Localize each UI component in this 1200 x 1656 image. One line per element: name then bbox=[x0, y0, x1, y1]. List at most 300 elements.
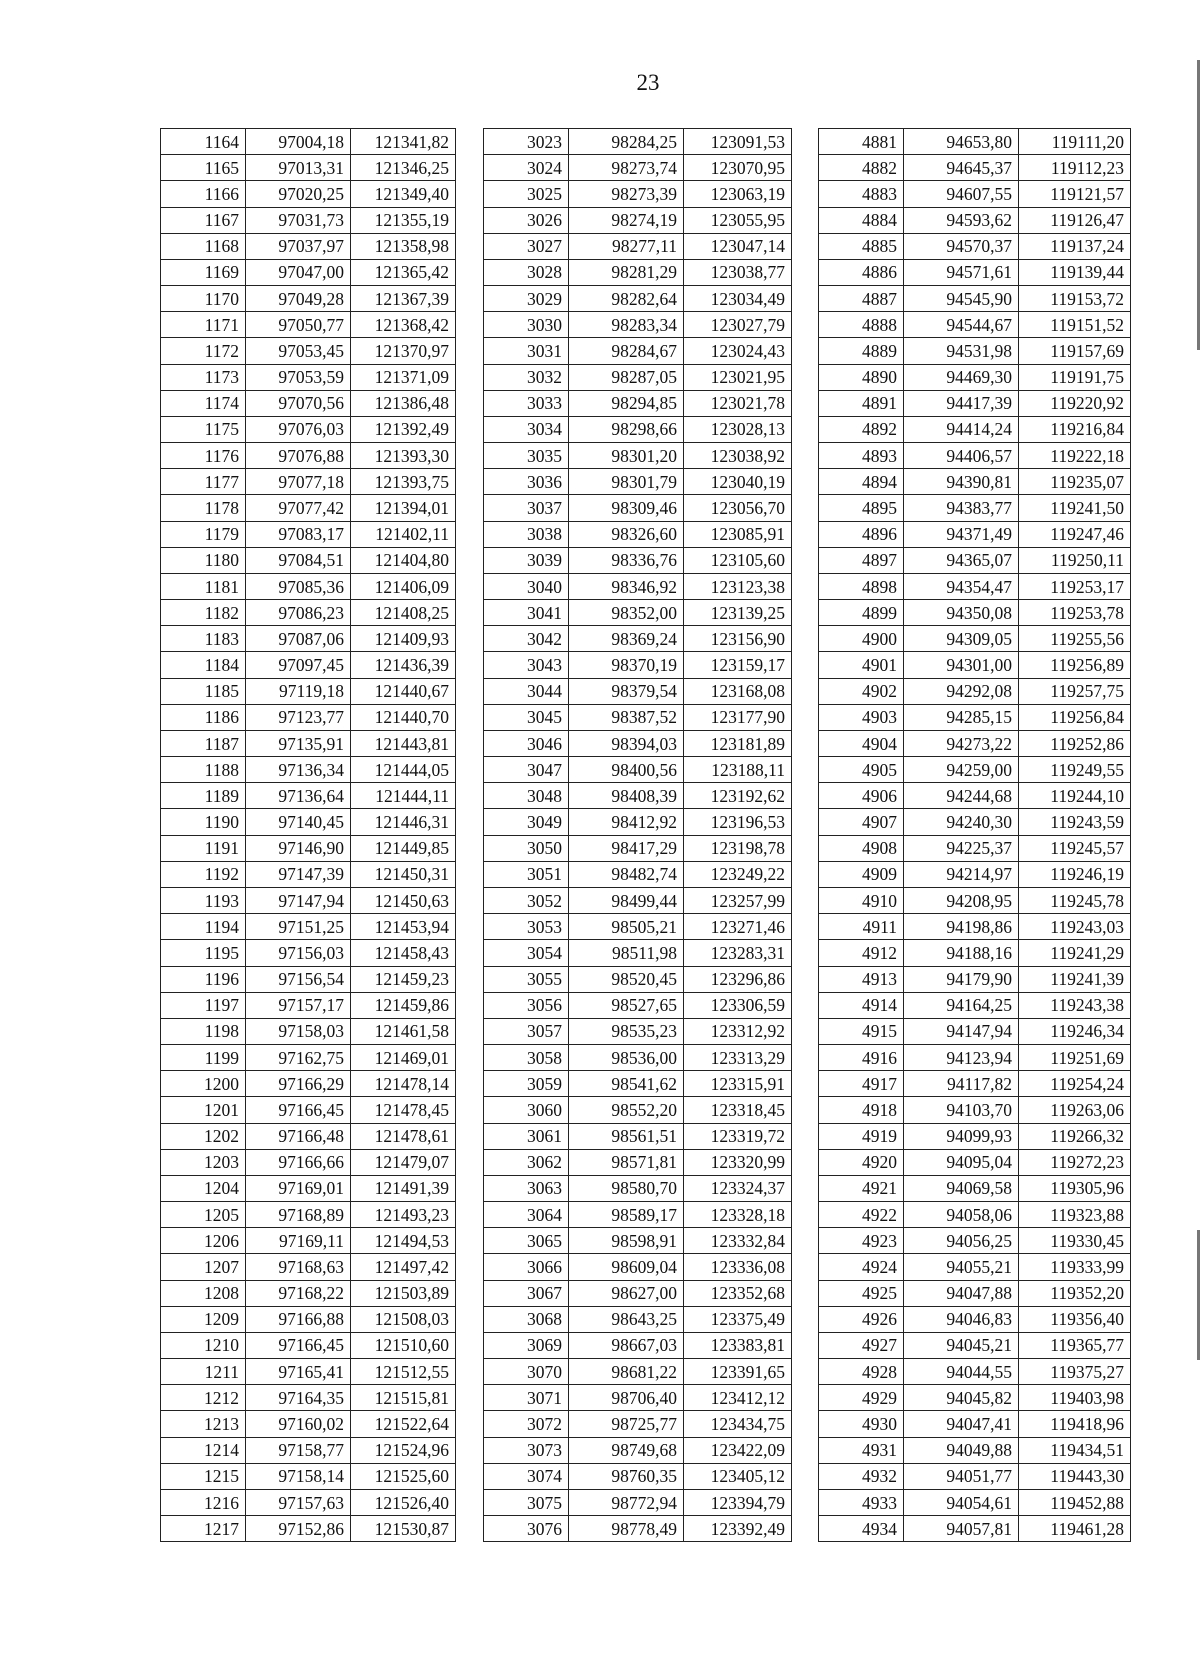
point-number-cell: 3026 bbox=[484, 207, 569, 233]
table-row bbox=[484, 338, 792, 364]
y-coordinate-cell: 123034,49 bbox=[684, 286, 792, 312]
y-coordinate-cell: 121450,31 bbox=[351, 861, 456, 887]
point-number-cell: 1202 bbox=[161, 1123, 246, 1149]
y-coordinate-cell: 119249,55 bbox=[1019, 757, 1131, 783]
table-row bbox=[161, 1411, 456, 1437]
x-coordinate-cell: 97156,54 bbox=[246, 966, 351, 992]
point-number-cell: 4882 bbox=[819, 155, 904, 181]
x-coordinate-cell: 98643,25 bbox=[569, 1306, 684, 1332]
point-number-cell: 4915 bbox=[819, 1018, 904, 1044]
x-coordinate-cell: 98505,21 bbox=[569, 914, 684, 940]
y-coordinate-cell: 123085,91 bbox=[684, 521, 792, 547]
x-coordinate-cell: 97047,00 bbox=[246, 259, 351, 285]
y-coordinate-cell: 119255,56 bbox=[1019, 626, 1131, 652]
table-row bbox=[819, 1254, 1131, 1280]
point-number-cell: 1167 bbox=[161, 207, 246, 233]
point-number-cell: 3059 bbox=[484, 1071, 569, 1097]
table-row bbox=[819, 1071, 1131, 1097]
x-coordinate-cell: 98294,85 bbox=[569, 390, 684, 416]
x-coordinate-cell: 94273,22 bbox=[904, 730, 1019, 756]
table-row bbox=[161, 1516, 456, 1542]
x-coordinate-cell: 97136,34 bbox=[246, 757, 351, 783]
x-coordinate-cell: 94198,86 bbox=[904, 914, 1019, 940]
table-row bbox=[161, 259, 456, 285]
x-coordinate-cell: 97123,77 bbox=[246, 704, 351, 730]
y-coordinate-cell: 123313,29 bbox=[684, 1045, 792, 1071]
x-coordinate-cell: 94099,93 bbox=[904, 1123, 1019, 1149]
x-coordinate-cell: 98287,05 bbox=[569, 364, 684, 390]
point-number-cell: 1185 bbox=[161, 678, 246, 704]
x-coordinate-cell: 98309,46 bbox=[569, 495, 684, 521]
y-coordinate-cell: 119243,59 bbox=[1019, 809, 1131, 835]
y-coordinate-cell: 119126,47 bbox=[1019, 207, 1131, 233]
x-coordinate-cell: 94123,94 bbox=[904, 1045, 1019, 1071]
x-coordinate-cell: 94208,95 bbox=[904, 887, 1019, 913]
table-row bbox=[161, 1254, 456, 1280]
y-coordinate-cell: 121393,30 bbox=[351, 443, 456, 469]
y-coordinate-cell: 123422,09 bbox=[684, 1437, 792, 1463]
table-row bbox=[819, 1437, 1131, 1463]
table-row bbox=[161, 1463, 456, 1489]
table-row bbox=[484, 469, 792, 495]
x-coordinate-cell: 98370,19 bbox=[569, 652, 684, 678]
table-row bbox=[161, 286, 456, 312]
point-number-cell: 1179 bbox=[161, 521, 246, 547]
point-number-cell: 3063 bbox=[484, 1175, 569, 1201]
x-coordinate-cell: 97076,88 bbox=[246, 443, 351, 469]
table-row bbox=[161, 1202, 456, 1228]
table-row bbox=[484, 678, 792, 704]
y-coordinate-cell: 121453,94 bbox=[351, 914, 456, 940]
point-number-cell: 4912 bbox=[819, 940, 904, 966]
point-number-cell: 1166 bbox=[161, 181, 246, 207]
point-number-cell: 1195 bbox=[161, 940, 246, 966]
point-number-cell: 3039 bbox=[484, 547, 569, 573]
y-coordinate-cell: 123328,18 bbox=[684, 1202, 792, 1228]
point-number-cell: 3029 bbox=[484, 286, 569, 312]
point-number-cell: 1189 bbox=[161, 783, 246, 809]
x-coordinate-cell: 94057,81 bbox=[904, 1516, 1019, 1542]
point-number-cell: 1164 bbox=[161, 129, 246, 155]
point-number-cell: 3072 bbox=[484, 1411, 569, 1437]
table-row bbox=[819, 1045, 1131, 1071]
x-coordinate-cell: 97077,18 bbox=[246, 469, 351, 495]
x-coordinate-cell: 97070,56 bbox=[246, 390, 351, 416]
table-row bbox=[484, 757, 792, 783]
point-number-cell: 4883 bbox=[819, 181, 904, 207]
x-coordinate-cell: 97031,73 bbox=[246, 207, 351, 233]
point-number-cell: 1213 bbox=[161, 1411, 246, 1437]
y-coordinate-cell: 121461,58 bbox=[351, 1018, 456, 1044]
table-row bbox=[161, 887, 456, 913]
table-row bbox=[161, 1228, 456, 1254]
y-coordinate-cell: 121365,42 bbox=[351, 259, 456, 285]
table-row bbox=[161, 835, 456, 861]
y-coordinate-cell: 119216,84 bbox=[1019, 416, 1131, 442]
point-number-cell: 3053 bbox=[484, 914, 569, 940]
y-coordinate-cell: 123177,90 bbox=[684, 704, 792, 730]
point-number-cell: 1205 bbox=[161, 1202, 246, 1228]
y-coordinate-cell: 121406,09 bbox=[351, 573, 456, 599]
y-coordinate-cell: 119111,20 bbox=[1019, 129, 1131, 155]
x-coordinate-cell: 97119,18 bbox=[246, 678, 351, 704]
point-number-cell: 3068 bbox=[484, 1306, 569, 1332]
y-coordinate-cell: 121508,03 bbox=[351, 1306, 456, 1332]
x-coordinate-cell: 94056,25 bbox=[904, 1228, 1019, 1254]
y-coordinate-cell: 123283,31 bbox=[684, 940, 792, 966]
y-coordinate-cell: 123159,17 bbox=[684, 652, 792, 678]
x-coordinate-cell: 97168,63 bbox=[246, 1254, 351, 1280]
table-row bbox=[819, 364, 1131, 390]
y-coordinate-cell: 119253,17 bbox=[1019, 573, 1131, 599]
table-row bbox=[484, 626, 792, 652]
y-coordinate-cell: 119443,30 bbox=[1019, 1463, 1131, 1489]
point-number-cell: 1187 bbox=[161, 730, 246, 756]
point-number-cell: 4914 bbox=[819, 992, 904, 1018]
point-number-cell: 4911 bbox=[819, 914, 904, 940]
table-row bbox=[484, 547, 792, 573]
point-number-cell: 1177 bbox=[161, 469, 246, 495]
y-coordinate-cell: 123024,43 bbox=[684, 338, 792, 364]
table-row bbox=[819, 783, 1131, 809]
point-number-cell: 3058 bbox=[484, 1045, 569, 1071]
table-row bbox=[819, 1489, 1131, 1515]
x-coordinate-cell: 94653,80 bbox=[904, 129, 1019, 155]
point-number-cell: 4892 bbox=[819, 416, 904, 442]
x-coordinate-cell: 98273,74 bbox=[569, 155, 684, 181]
table-row bbox=[484, 704, 792, 730]
y-coordinate-cell: 119245,57 bbox=[1019, 835, 1131, 861]
table-row bbox=[161, 730, 456, 756]
point-number-cell: 1203 bbox=[161, 1149, 246, 1175]
point-number-cell: 4913 bbox=[819, 966, 904, 992]
y-coordinate-cell: 119272,23 bbox=[1019, 1149, 1131, 1175]
x-coordinate-cell: 94054,61 bbox=[904, 1489, 1019, 1515]
table-body bbox=[819, 129, 1131, 1542]
y-coordinate-cell: 123056,70 bbox=[684, 495, 792, 521]
table-row bbox=[161, 1385, 456, 1411]
x-coordinate-cell: 97097,45 bbox=[246, 652, 351, 678]
x-coordinate-cell: 94406,57 bbox=[904, 443, 1019, 469]
point-number-cell: 3030 bbox=[484, 312, 569, 338]
table-row bbox=[484, 1071, 792, 1097]
x-coordinate-cell: 94531,98 bbox=[904, 338, 1019, 364]
point-number-cell: 4896 bbox=[819, 521, 904, 547]
y-coordinate-cell: 121355,19 bbox=[351, 207, 456, 233]
table-row bbox=[819, 1175, 1131, 1201]
table-row bbox=[161, 207, 456, 233]
table-row bbox=[819, 338, 1131, 364]
x-coordinate-cell: 98667,03 bbox=[569, 1332, 684, 1358]
x-coordinate-cell: 97158,14 bbox=[246, 1463, 351, 1489]
y-coordinate-cell: 121525,60 bbox=[351, 1463, 456, 1489]
table-row bbox=[819, 887, 1131, 913]
point-number-cell: 4900 bbox=[819, 626, 904, 652]
y-coordinate-cell: 123318,45 bbox=[684, 1097, 792, 1123]
point-number-cell: 1196 bbox=[161, 966, 246, 992]
y-coordinate-cell: 119241,39 bbox=[1019, 966, 1131, 992]
y-coordinate-cell: 119365,77 bbox=[1019, 1332, 1131, 1358]
y-coordinate-cell: 123105,60 bbox=[684, 547, 792, 573]
x-coordinate-cell: 94044,55 bbox=[904, 1359, 1019, 1385]
table-row bbox=[161, 1280, 456, 1306]
table-row bbox=[484, 652, 792, 678]
x-coordinate-cell: 94285,15 bbox=[904, 704, 1019, 730]
y-coordinate-cell: 121524,96 bbox=[351, 1437, 456, 1463]
x-coordinate-cell: 97147,94 bbox=[246, 887, 351, 913]
point-number-cell: 3023 bbox=[484, 129, 569, 155]
table-row bbox=[161, 416, 456, 442]
table-row bbox=[484, 1385, 792, 1411]
point-number-cell: 3076 bbox=[484, 1516, 569, 1542]
point-number-cell: 1193 bbox=[161, 887, 246, 913]
table-row bbox=[161, 626, 456, 652]
y-coordinate-cell: 119254,24 bbox=[1019, 1071, 1131, 1097]
point-number-cell: 1184 bbox=[161, 652, 246, 678]
point-number-cell: 3025 bbox=[484, 181, 569, 207]
point-number-cell: 4906 bbox=[819, 783, 904, 809]
table-row bbox=[484, 573, 792, 599]
point-number-cell: 4888 bbox=[819, 312, 904, 338]
table-row bbox=[161, 1071, 456, 1097]
table-row bbox=[484, 992, 792, 1018]
table-row bbox=[819, 469, 1131, 495]
x-coordinate-cell: 98760,35 bbox=[569, 1463, 684, 1489]
y-coordinate-cell: 123027,79 bbox=[684, 312, 792, 338]
point-number-cell: 3033 bbox=[484, 390, 569, 416]
table-row bbox=[161, 940, 456, 966]
table-row bbox=[484, 1411, 792, 1437]
point-number-cell: 3061 bbox=[484, 1123, 569, 1149]
table-row bbox=[819, 443, 1131, 469]
table-row bbox=[161, 1437, 456, 1463]
point-number-cell: 4887 bbox=[819, 286, 904, 312]
table-row bbox=[819, 678, 1131, 704]
y-coordinate-cell: 121494,53 bbox=[351, 1228, 456, 1254]
point-number-cell: 3027 bbox=[484, 233, 569, 259]
point-number-cell: 3034 bbox=[484, 416, 569, 442]
table-row bbox=[161, 1359, 456, 1385]
point-number-cell: 3037 bbox=[484, 495, 569, 521]
point-number-cell: 3035 bbox=[484, 443, 569, 469]
x-coordinate-cell: 97140,45 bbox=[246, 809, 351, 835]
point-number-cell: 3049 bbox=[484, 809, 569, 835]
x-coordinate-cell: 98352,00 bbox=[569, 600, 684, 626]
y-coordinate-cell: 121458,43 bbox=[351, 940, 456, 966]
table-row bbox=[484, 286, 792, 312]
table-row bbox=[484, 1228, 792, 1254]
y-coordinate-cell: 121469,01 bbox=[351, 1045, 456, 1071]
y-coordinate-cell: 121444,11 bbox=[351, 783, 456, 809]
y-coordinate-cell: 121478,61 bbox=[351, 1123, 456, 1149]
point-number-cell: 4902 bbox=[819, 678, 904, 704]
table-row bbox=[484, 1045, 792, 1071]
y-coordinate-cell: 121497,42 bbox=[351, 1254, 456, 1280]
table-row bbox=[819, 1018, 1131, 1044]
point-number-cell: 4889 bbox=[819, 338, 904, 364]
x-coordinate-cell: 94571,61 bbox=[904, 259, 1019, 285]
table-row bbox=[819, 1123, 1131, 1149]
y-coordinate-cell: 121530,87 bbox=[351, 1516, 456, 1542]
y-coordinate-cell: 119243,38 bbox=[1019, 992, 1131, 1018]
point-number-cell: 1186 bbox=[161, 704, 246, 730]
x-coordinate-cell: 97164,35 bbox=[246, 1385, 351, 1411]
y-coordinate-cell: 123156,90 bbox=[684, 626, 792, 652]
table-row bbox=[161, 966, 456, 992]
table-row bbox=[161, 809, 456, 835]
table-row bbox=[819, 495, 1131, 521]
table-row bbox=[484, 259, 792, 285]
y-coordinate-cell: 119139,44 bbox=[1019, 259, 1131, 285]
y-coordinate-cell: 121493,23 bbox=[351, 1202, 456, 1228]
x-coordinate-cell: 94179,90 bbox=[904, 966, 1019, 992]
y-coordinate-cell: 123412,12 bbox=[684, 1385, 792, 1411]
y-coordinate-cell: 123296,86 bbox=[684, 966, 792, 992]
table-row bbox=[484, 1332, 792, 1358]
point-number-cell: 3040 bbox=[484, 573, 569, 599]
table-row bbox=[819, 547, 1131, 573]
y-coordinate-cell: 119137,24 bbox=[1019, 233, 1131, 259]
page-number: 23 bbox=[636, 70, 660, 95]
point-number-cell: 4885 bbox=[819, 233, 904, 259]
table-row bbox=[819, 416, 1131, 442]
y-coordinate-cell: 119247,46 bbox=[1019, 521, 1131, 547]
table-row bbox=[484, 521, 792, 547]
x-coordinate-cell: 97169,11 bbox=[246, 1228, 351, 1254]
point-number-cell: 1199 bbox=[161, 1045, 246, 1071]
y-coordinate-cell: 121409,93 bbox=[351, 626, 456, 652]
x-coordinate-cell: 98561,51 bbox=[569, 1123, 684, 1149]
x-coordinate-cell: 97050,77 bbox=[246, 312, 351, 338]
y-coordinate-cell: 119243,03 bbox=[1019, 914, 1131, 940]
y-coordinate-cell: 123312,92 bbox=[684, 1018, 792, 1044]
point-number-cell: 1204 bbox=[161, 1175, 246, 1201]
point-number-cell: 3070 bbox=[484, 1359, 569, 1385]
x-coordinate-cell: 98298,66 bbox=[569, 416, 684, 442]
point-number-cell: 4916 bbox=[819, 1045, 904, 1071]
y-coordinate-cell: 123139,25 bbox=[684, 600, 792, 626]
x-coordinate-cell: 98571,81 bbox=[569, 1149, 684, 1175]
table-row bbox=[484, 1202, 792, 1228]
point-number-cell: 4922 bbox=[819, 1202, 904, 1228]
x-coordinate-cell: 94417,39 bbox=[904, 390, 1019, 416]
point-number-cell: 3066 bbox=[484, 1254, 569, 1280]
y-coordinate-cell: 121459,86 bbox=[351, 992, 456, 1018]
table-row bbox=[819, 286, 1131, 312]
y-coordinate-cell: 121479,07 bbox=[351, 1149, 456, 1175]
table-row bbox=[161, 1175, 456, 1201]
y-coordinate-cell: 119121,57 bbox=[1019, 181, 1131, 207]
x-coordinate-cell: 97004,18 bbox=[246, 129, 351, 155]
point-number-cell: 1197 bbox=[161, 992, 246, 1018]
point-number-cell: 4920 bbox=[819, 1149, 904, 1175]
x-coordinate-cell: 97087,06 bbox=[246, 626, 351, 652]
point-number-cell: 4899 bbox=[819, 600, 904, 626]
point-number-cell: 3032 bbox=[484, 364, 569, 390]
coordinates-table-1 bbox=[160, 128, 456, 1542]
y-coordinate-cell: 123320,99 bbox=[684, 1149, 792, 1175]
x-coordinate-cell: 98520,45 bbox=[569, 966, 684, 992]
table-row bbox=[819, 390, 1131, 416]
point-number-cell: 1191 bbox=[161, 835, 246, 861]
table-row bbox=[484, 1123, 792, 1149]
x-coordinate-cell: 97147,39 bbox=[246, 861, 351, 887]
x-coordinate-cell: 98379,54 bbox=[569, 678, 684, 704]
x-coordinate-cell: 94645,37 bbox=[904, 155, 1019, 181]
x-coordinate-cell: 97158,77 bbox=[246, 1437, 351, 1463]
table-row bbox=[161, 757, 456, 783]
point-number-cell: 3044 bbox=[484, 678, 569, 704]
table-row bbox=[819, 1385, 1131, 1411]
x-coordinate-cell: 98400,56 bbox=[569, 757, 684, 783]
x-coordinate-cell: 94164,25 bbox=[904, 992, 1019, 1018]
x-coordinate-cell: 94544,67 bbox=[904, 312, 1019, 338]
table-row bbox=[161, 155, 456, 181]
x-coordinate-cell: 98749,68 bbox=[569, 1437, 684, 1463]
table-row bbox=[819, 1411, 1131, 1437]
table-row bbox=[484, 312, 792, 338]
table-row bbox=[484, 1149, 792, 1175]
x-coordinate-cell: 94570,37 bbox=[904, 233, 1019, 259]
table-row bbox=[484, 887, 792, 913]
table-row bbox=[161, 495, 456, 521]
x-coordinate-cell: 97158,03 bbox=[246, 1018, 351, 1044]
x-coordinate-cell: 94365,07 bbox=[904, 547, 1019, 573]
point-number-cell: 3052 bbox=[484, 887, 569, 913]
x-coordinate-cell: 94371,49 bbox=[904, 521, 1019, 547]
table-row bbox=[161, 338, 456, 364]
y-coordinate-cell: 123070,95 bbox=[684, 155, 792, 181]
point-number-cell: 3075 bbox=[484, 1489, 569, 1515]
point-number-cell: 1216 bbox=[161, 1489, 246, 1515]
y-coordinate-cell: 119246,34 bbox=[1019, 1018, 1131, 1044]
y-coordinate-cell: 121358,98 bbox=[351, 233, 456, 259]
point-number-cell: 3043 bbox=[484, 652, 569, 678]
x-coordinate-cell: 98589,17 bbox=[569, 1202, 684, 1228]
table-body bbox=[161, 129, 456, 1542]
table-row bbox=[819, 1280, 1131, 1306]
table-row bbox=[819, 914, 1131, 940]
table-row bbox=[161, 469, 456, 495]
y-coordinate-cell: 119434,51 bbox=[1019, 1437, 1131, 1463]
table-row bbox=[161, 992, 456, 1018]
point-number-cell: 1211 bbox=[161, 1359, 246, 1385]
x-coordinate-cell: 98301,20 bbox=[569, 443, 684, 469]
x-coordinate-cell: 94414,24 bbox=[904, 416, 1019, 442]
y-coordinate-cell: 123352,68 bbox=[684, 1280, 792, 1306]
point-number-cell: 4924 bbox=[819, 1254, 904, 1280]
x-coordinate-cell: 98580,70 bbox=[569, 1175, 684, 1201]
x-coordinate-cell: 97084,51 bbox=[246, 547, 351, 573]
point-number-cell: 3071 bbox=[484, 1385, 569, 1411]
point-number-cell: 3065 bbox=[484, 1228, 569, 1254]
point-number-cell: 1188 bbox=[161, 757, 246, 783]
y-coordinate-cell: 121512,55 bbox=[351, 1359, 456, 1385]
point-number-cell: 1181 bbox=[161, 573, 246, 599]
point-number-cell: 3064 bbox=[484, 1202, 569, 1228]
table-row bbox=[484, 1437, 792, 1463]
x-coordinate-cell: 94055,21 bbox=[904, 1254, 1019, 1280]
y-coordinate-cell: 119241,29 bbox=[1019, 940, 1131, 966]
x-coordinate-cell: 94383,77 bbox=[904, 495, 1019, 521]
point-number-cell: 4893 bbox=[819, 443, 904, 469]
table-row bbox=[819, 207, 1131, 233]
point-number-cell: 3028 bbox=[484, 259, 569, 285]
y-coordinate-cell: 123257,99 bbox=[684, 887, 792, 913]
point-number-cell: 3047 bbox=[484, 757, 569, 783]
y-coordinate-cell: 119253,78 bbox=[1019, 600, 1131, 626]
point-number-cell: 3038 bbox=[484, 521, 569, 547]
